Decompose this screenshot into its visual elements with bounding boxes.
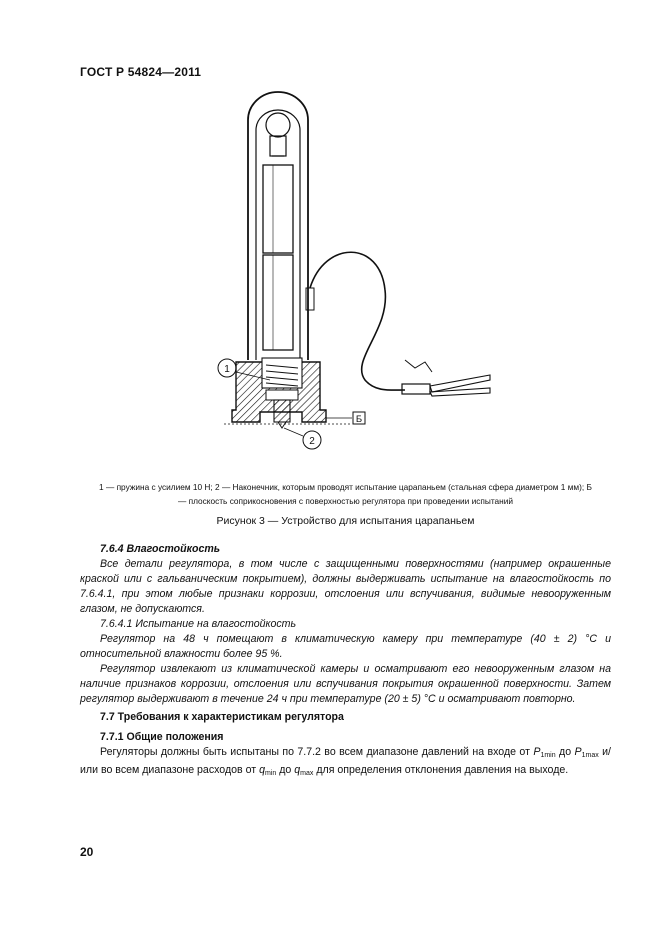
symbol-q-2: q: [294, 764, 301, 776]
clip-lever: [405, 360, 432, 372]
section-7-7: [80, 710, 611, 781]
plunger: [274, 400, 290, 422]
clip-jaw-bottom: [430, 388, 490, 396]
callout-2-label: 2: [309, 436, 315, 447]
page-number: 20: [80, 845, 94, 859]
subscript-1min: 1min: [540, 752, 556, 759]
section-7-6-4: [80, 542, 611, 707]
paragraph-7-7-1-part-b: и/или во всем диапазоне расходов от: [80, 746, 611, 776]
paragraph-7-7-1-part-a: Регуляторы должны быть испытаны по 7.7.2 во всем диапазоне давлений на входе от: [100, 746, 530, 758]
paragraph-7-7-1-part-c: для определения отклонения давления на выходе.: [316, 764, 569, 776]
paragraph-7-6-4: Все детали регулятора, в том числе с защищенными поверхностями (например окрашенные краской или с гальваническим покрытием), должны выдерживать испытание на влагостойкость по 7.6.4.1, при этом любые признаки коррозии, отслоения или вспучивания, видимые невооруженным глазом, не допускаются.: [80, 558, 611, 615]
paragraph-inspection: Регулятор извлекают из климатической камеры и осматривают его невооруженным глазом на наличие признаков коррозии, отслоения или вспучивания покрытия окрашенной поверхности. Затем регулятор выдерживают в течение 24 ч при температуре (20 ± 5) °С и осматривают повторно.: [80, 663, 611, 705]
battery-2: [263, 255, 293, 350]
document-title: ГОСТ Р 54824—2011: [80, 65, 202, 79]
paragraph-test-conditions: Регулятор на 48 ч помещают в климатическую камеру при температуре (40 ± 2) °С и относительной влажности более 95 %.: [80, 633, 611, 660]
plunger-seat: [266, 390, 298, 400]
scratch-test-device-figure: [200, 90, 500, 455]
symbol-p: P: [533, 746, 541, 758]
heading-7-6-4: 7.6.4 Влагостойкость: [100, 543, 221, 555]
battery-1: [263, 165, 293, 253]
wire: [310, 252, 405, 390]
subscript-min: min: [264, 770, 277, 777]
symbol-p-2: P: [574, 746, 582, 758]
subscript-max: max: [300, 770, 314, 777]
heading-7-7: 7.7 Требования к характеристикам регулятора: [100, 711, 344, 723]
heading-7-6-4-1: 7.6.4.1 Испытание на влагостойкость: [100, 618, 297, 630]
clip-sleeve: [402, 384, 430, 394]
callout-1-label: 1: [224, 364, 230, 375]
word-do-2: до: [279, 764, 292, 776]
figure-legend: [80, 480, 611, 508]
scratch-tip: [278, 422, 286, 428]
heading-7-7-1: 7.7.1 Общие положения: [100, 731, 224, 743]
callout-b-label: Б: [355, 414, 363, 425]
symbol-q: q: [259, 764, 265, 776]
tube-outline: [248, 92, 308, 360]
bulb: [266, 113, 290, 137]
subscript-1max: 1max: [581, 752, 599, 759]
word-do-1: до: [559, 746, 572, 758]
paragraph-7-7-1: [80, 745, 611, 781]
legend-line-1: 1 — пружина с усилием 10 Н; 2 — Наконечник, которым проводят испытание царапаньем (стальная сфера диаметром 1 мм); Б: [99, 482, 592, 492]
legend-line-2: — плоскость соприкосновения с поверхностью регулятора при проведении испытаний: [177, 496, 514, 506]
figure-caption: Рисунок 3 — Устройство для испытания царапаньем: [216, 515, 475, 527]
bulb-socket: [270, 136, 286, 156]
